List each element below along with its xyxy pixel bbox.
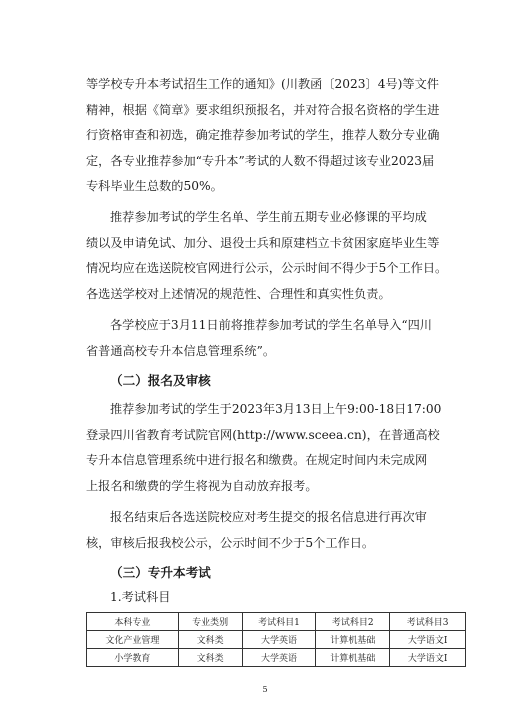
text-line: 上报名和缴费的学生将视为自动放弃报考。 (86, 478, 318, 493)
paragraph-registration (86, 397, 464, 499)
text-line: 专升本信息管理系统中进行报名和缴费。在规定时间内未完成网 (86, 453, 428, 467)
text-line: 报名结束后各选送院校应对考生提交的报名信息进行再次审 (110, 510, 427, 524)
table-cell: 大学英语 (242, 631, 316, 649)
page-number: 5 (262, 685, 268, 694)
text-line: 等学校专升本考试招生工作的通知》(川教函〔2023〕4号)等文件 (86, 77, 439, 91)
section-heading-exam: （三）专升本考试 (110, 565, 211, 580)
paragraph-review (86, 505, 464, 556)
table-row (87, 631, 466, 649)
text-line: 各选送学校对上述情况的规范性、合理性和真实性负责。 (86, 286, 391, 301)
paragraph-publicity (86, 205, 464, 307)
table-cell: 大学语文Ⅰ (390, 631, 466, 649)
text-line: 省普通高校专升本信息管理系统”。 (86, 343, 276, 358)
text-line: 绩以及申请免试、加分、退役士兵和原建档立卡贫困家庭毕业生等 (86, 235, 440, 250)
text-line: 登录四川省教育考试院官网(http://www.sceea.cn)，在普通高校 (86, 427, 440, 442)
text-line: 专科毕业生总数的50%。 (86, 179, 223, 193)
table-row (87, 649, 466, 667)
table-header-cell: 考试科目3 (390, 613, 466, 631)
text-line: 各学校应于3月11日前将推荐参加考试的学生名单导入“四川 (110, 318, 432, 332)
table-header-row (87, 613, 466, 631)
table-cell: 大学英语 (242, 649, 316, 667)
section-heading-registration: （二）报名及审核 (110, 373, 211, 388)
table-cell: 小学教育 (87, 649, 179, 667)
text-line: 行资格审查和初选，确定推荐参加考试的学生，推荐人数分专业确 (86, 128, 440, 142)
text-line: 定，各专业推荐参加“专升本”考试的人数不得超过该专业2023届 (86, 153, 435, 168)
text-line: 推荐参加考试的学生于2023年3月13日上午9:00-18日17:00 (110, 402, 442, 416)
text-line: 推荐参加考试的学生名单、学生前五期专业必修课的平均成 (110, 210, 427, 224)
subheading-exam-subjects: 1.考试科目 (110, 590, 171, 604)
text-line: 情况均应在选送院校官网进行公示，公示时间不得少于5个工作日。 (86, 261, 448, 275)
table-cell: 计算机基础 (316, 631, 390, 649)
paragraph-notice-continuation (86, 72, 464, 200)
table-header-cell: 考试科目1 (242, 613, 316, 631)
table-header-cell: 专业类别 (178, 613, 242, 631)
table-cell: 文科类 (178, 631, 242, 649)
text-line: 精神，根据《简章》要求组织预报名，并对符合报名资格的学生进 (86, 102, 440, 117)
table-header-cell: 本科专业 (87, 613, 179, 631)
exam-subjects-table (86, 612, 466, 667)
table-cell: 计算机基础 (316, 649, 390, 667)
paragraph-system-import (86, 313, 464, 364)
table-cell: 文化产业管理 (87, 631, 179, 649)
table-cell: 大学语文Ⅰ (390, 649, 466, 667)
table-header-cell: 考试科目2 (316, 613, 390, 631)
table-cell: 文科类 (178, 649, 242, 667)
text-line: 核，审核后报我校公示，公示时间不少于5个工作日。 (86, 535, 375, 550)
